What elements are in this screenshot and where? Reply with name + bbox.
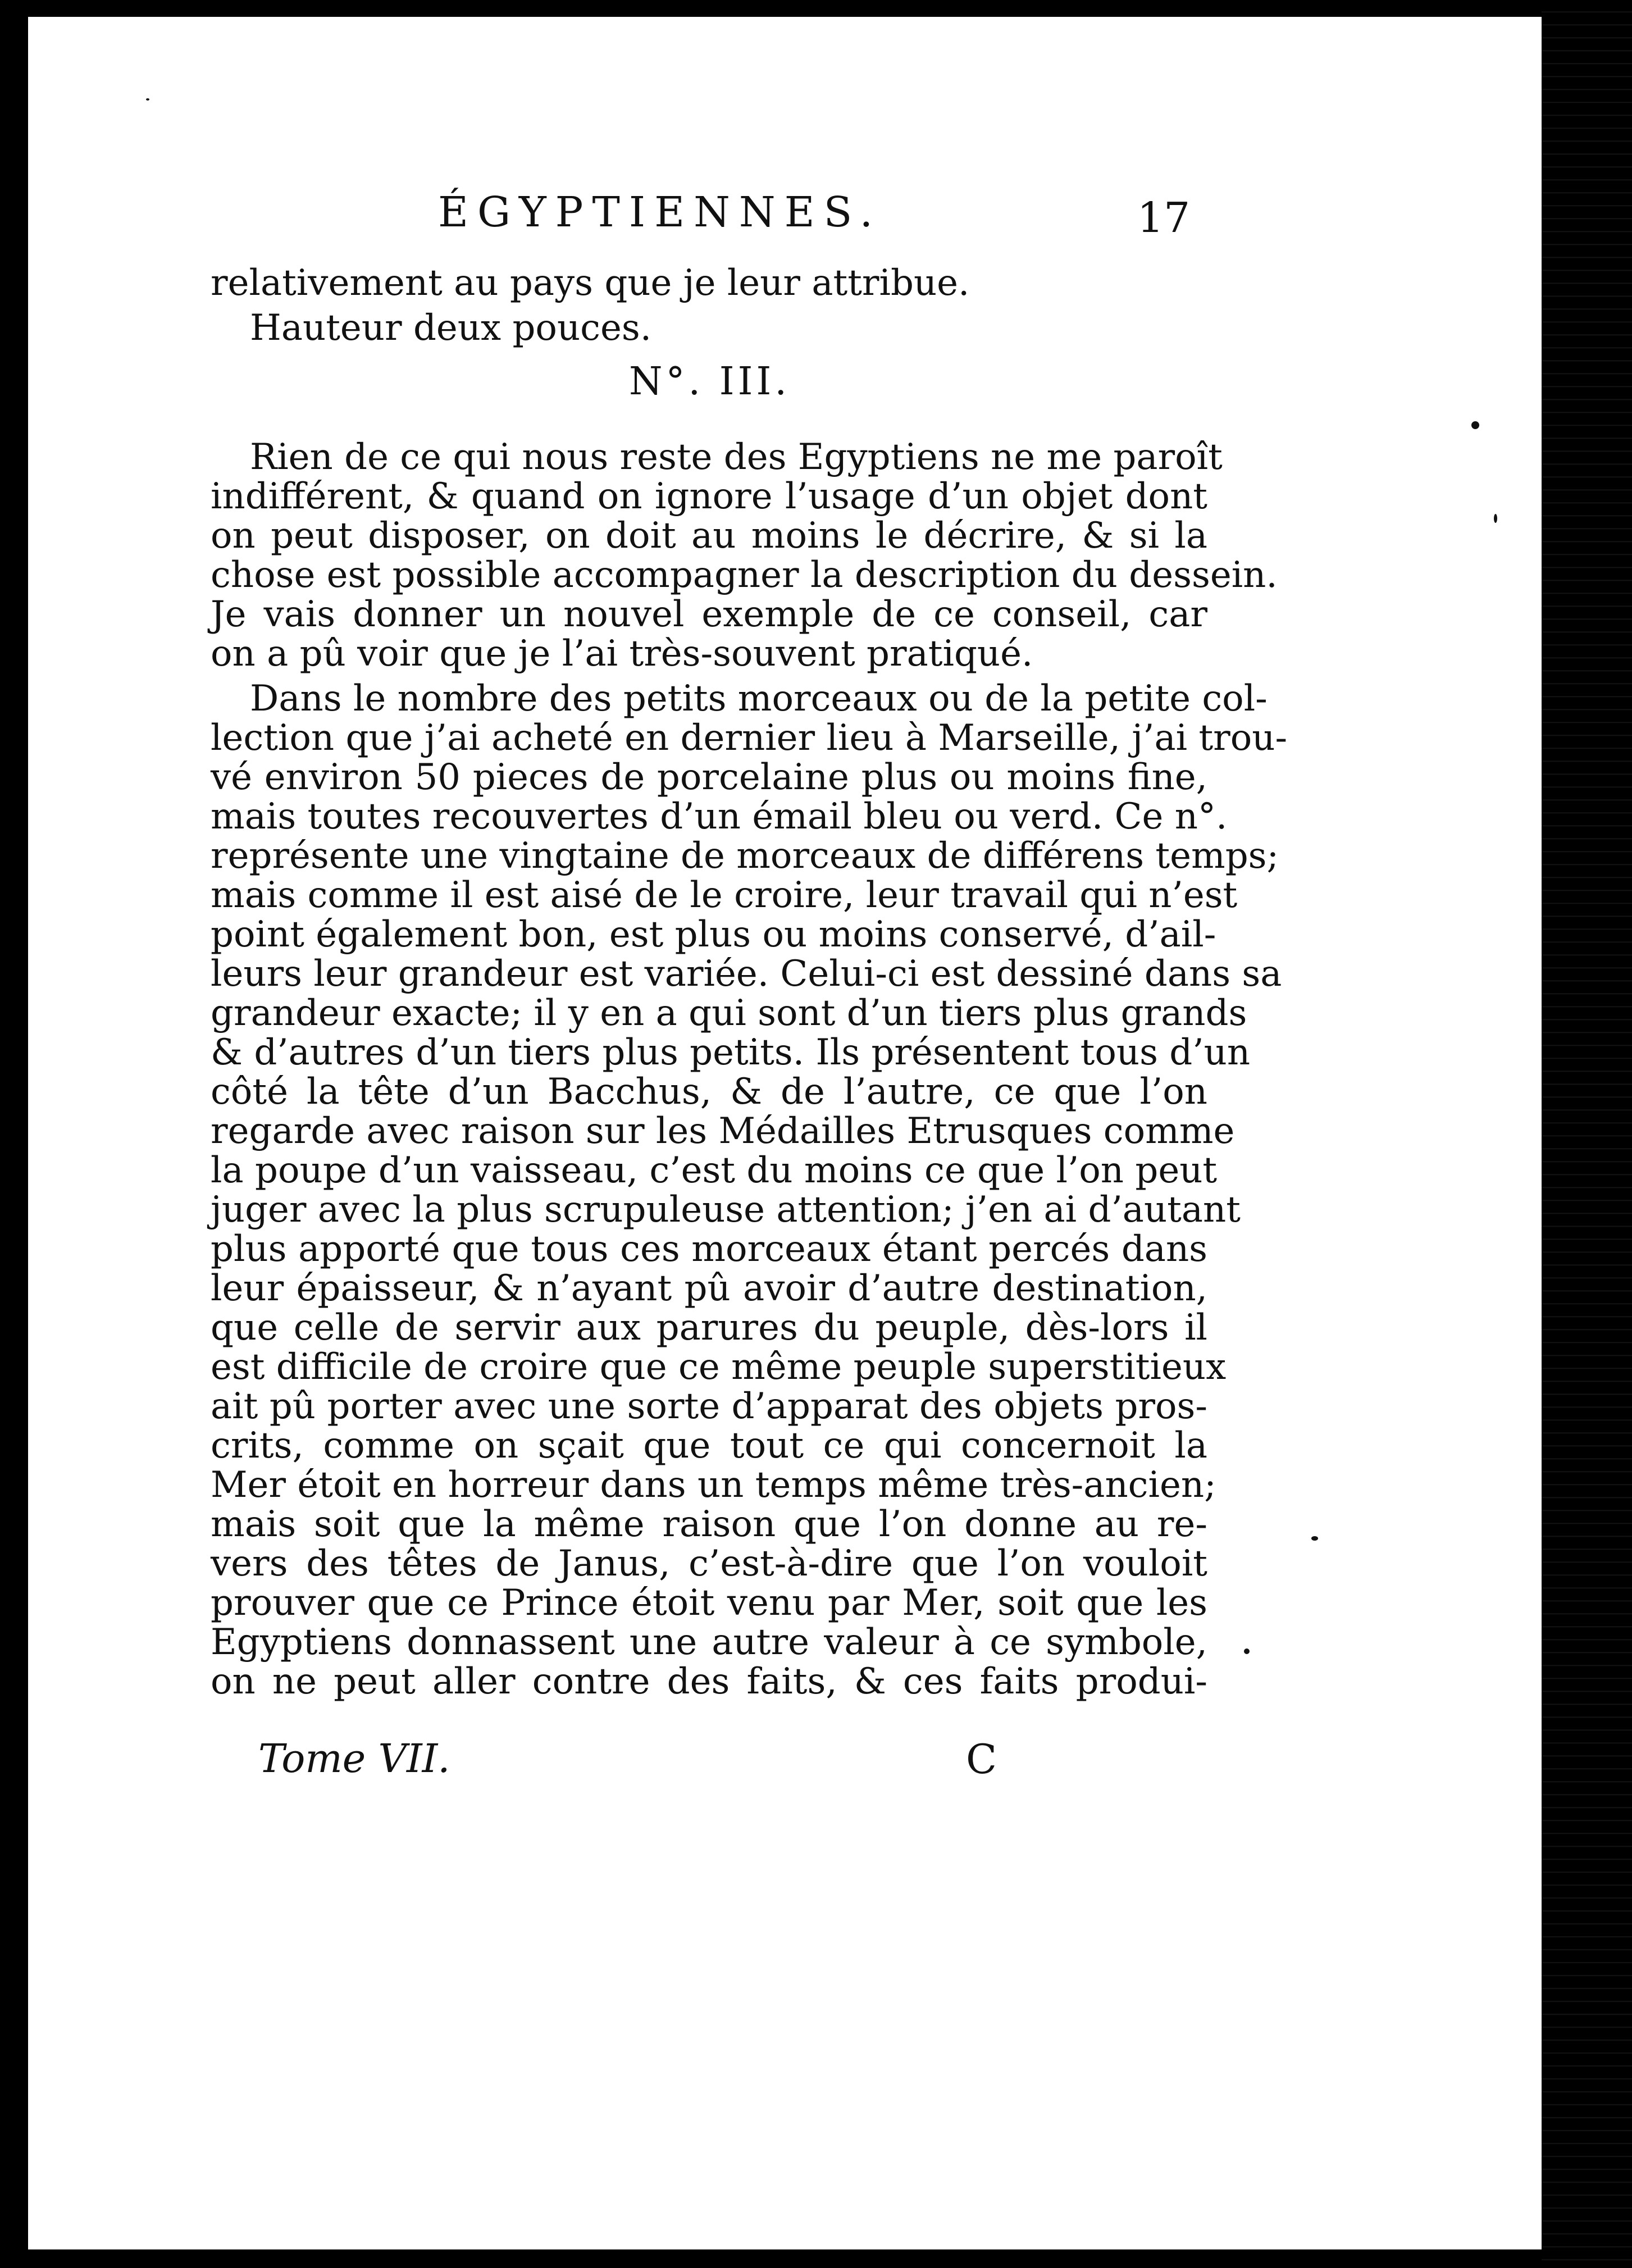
page-text <box>28 17 1542 2249</box>
paragraph-line: Je vais donner un nouvel exemple de ce conseil, car <box>211 594 1207 635</box>
paragraph-line: regarde avec raison sur les Médailles Etrusques comme <box>211 1110 1235 1152</box>
paragraph-line: vers des têtes de Janus, c’est-à-dire que l’on vouloit <box>211 1543 1207 1584</box>
paragraph-line: plus apporté que tous ces morceaux étant percés dans <box>211 1228 1207 1270</box>
paragraph-line: est difficile de croire que ce même peuple superstitieux <box>211 1346 1227 1388</box>
paragraph-line: lection que j’ai acheté en dernier lieu à Marseille, j’ai trou- <box>211 717 1288 759</box>
paragraph-line: ait pû porter avec une sorte d’apparat des objets pros- <box>211 1386 1207 1427</box>
paragraph-line: représente une vingtaine de morceaux de différens temps; <box>211 835 1279 877</box>
paragraph-line: leur épaisseur, & n’ayant pû avoir d’autre destination, <box>211 1268 1207 1309</box>
paragraph-line: point également bon, est plus ou moins conservé, d’ail- <box>211 914 1216 955</box>
signature-mark: C <box>966 1736 997 1783</box>
ink-speck <box>1494 514 1497 523</box>
page-edge-shadow <box>1542 0 1632 2268</box>
paragraph-line: on ne peut aller contre des faits, & ces faits produi- <box>211 1661 1207 1702</box>
paragraph-line: Egyptiens donnassent une autre valeur à ce symbole, <box>211 1622 1207 1663</box>
paragraph-line: prouver que ce Prince étoit venu par Mer, soit que les <box>211 1582 1207 1624</box>
paragraph-line: crits, comme on sçait que tout ce qui concernoit la <box>211 1425 1207 1467</box>
paragraph-line: & d’autres d’un tiers plus petits. Ils présentent tous d’un <box>211 1032 1251 1073</box>
paragraph-line: que celle de servir aux parures du peuple, dès-lors il <box>211 1307 1207 1349</box>
ink-speck <box>1471 421 1479 429</box>
paragraph-line: indifférent, & quand on ignore l’usage d’un objet dont <box>211 476 1207 517</box>
paragraph-line: chose est possible accompagner la description du dessein. <box>211 554 1278 596</box>
paragraph-line: mais toutes recouvertes d’un émail bleu ou verd. Ce n°. <box>211 796 1228 837</box>
paragraph-line: leurs leur grandeur est variée. Celui-ci est dessiné dans sa <box>211 953 1282 995</box>
paragraph-line: côté la tête d’un Bacchus, & de l’autre, ce que l’on <box>211 1071 1207 1113</box>
ink-speck <box>1311 1536 1318 1541</box>
section-heading: N°. III. <box>629 359 790 404</box>
paragraph-line: vé environ 50 pieces de porcelaine plus ou moins fine, <box>211 757 1207 798</box>
running-head: ÉGYPTIENNES. <box>438 188 882 236</box>
ink-speck <box>1244 1648 1250 1654</box>
paragraph-line: mais soit que la même raison que l’on donne au re- <box>211 1504 1207 1545</box>
footer-tome: Tome VII. <box>258 1736 450 1782</box>
paragraph-line: mais comme il est aisé de le croire, leur travail qui n’est <box>211 875 1238 916</box>
page-number: 17 <box>1137 194 1191 242</box>
paragraph-line: juger avec la plus scrupuleuse attention; j’en ai d’autant <box>211 1189 1241 1231</box>
paragraph-line: on peut disposer, on doit au moins le décrire, & si la <box>211 515 1207 557</box>
intro-line: Hauteur deux pouces. <box>250 307 652 349</box>
intro-line: relativement au pays que je leur attribue. <box>211 262 970 304</box>
paragraph-line: Mer étoit en horreur dans un temps même très-ancien; <box>211 1464 1216 1506</box>
paragraph-line: la poupe d’un vaisseau, c’est du moins ce que l’on peut <box>211 1150 1218 1191</box>
paragraph-line: on a pû voir que je l’ai très-souvent pratiqué. <box>211 633 1033 675</box>
book-page <box>28 17 1542 2249</box>
paragraph-line: grandeur exacte; il y en a qui sont d’un tiers plus grands <box>211 992 1247 1034</box>
ink-speck <box>146 98 149 101</box>
paragraph-line: Rien de ce qui nous reste des Egyptiens ne me paroît <box>250 436 1223 478</box>
paragraph-line: Dans le nombre des petits morceaux ou de la petite col- <box>250 678 1268 719</box>
